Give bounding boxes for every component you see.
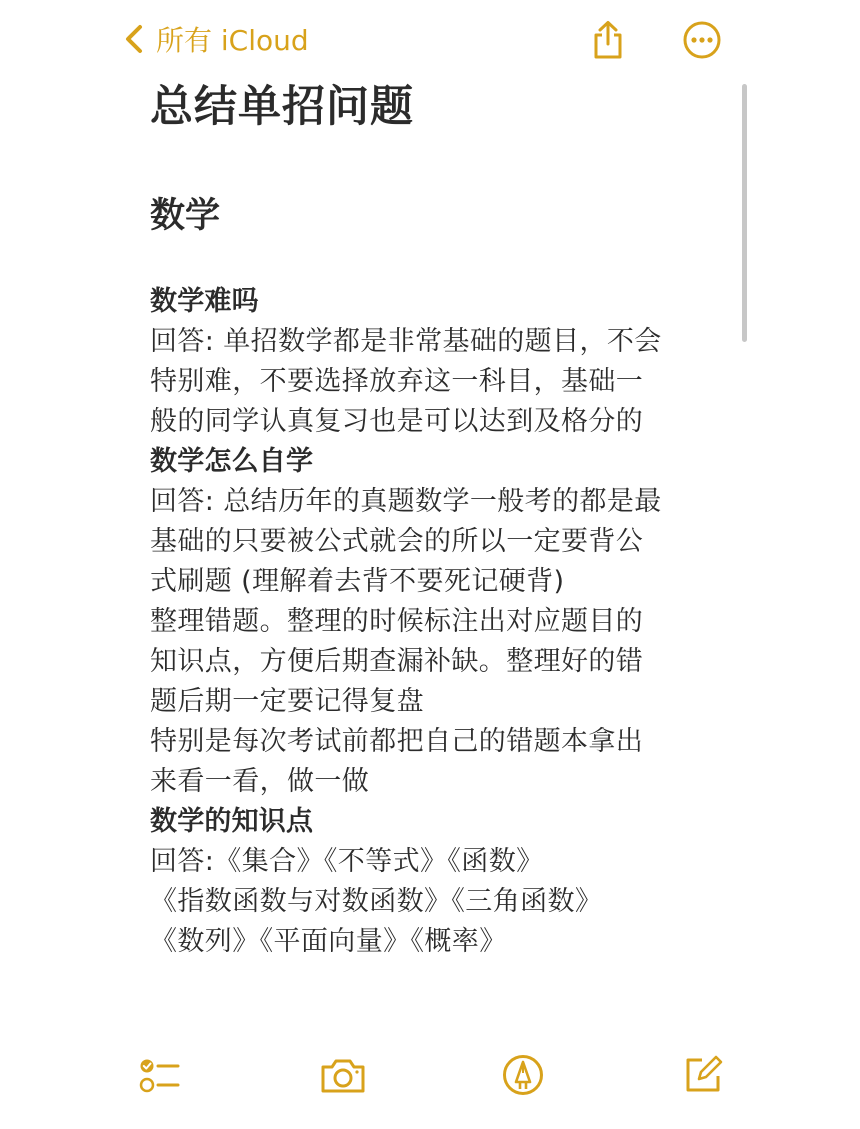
body-line: 题后期一定要记得复盘	[150, 686, 424, 717]
body-line: 回答:《集合》《不等式》《函数》	[150, 846, 544, 877]
more-icon[interactable]	[680, 18, 724, 62]
body-line: 整理错题。整理的时候标注出对应题目的	[150, 606, 644, 637]
camera-icon[interactable]	[318, 1050, 368, 1100]
body-line: 知识点，方便后期查漏补缺。整理好的错	[150, 646, 644, 677]
bottom-toolbar	[0, 1040, 860, 1110]
markup-pen-icon[interactable]	[498, 1050, 548, 1100]
scrollbar[interactable]	[742, 84, 747, 342]
note-content[interactable]	[150, 74, 740, 962]
block-heading: 数学的知识点	[150, 806, 314, 837]
body-line: 特别是每次考试前都把自己的错题本拿出	[150, 726, 644, 757]
body-line: 《指数函数与对数函数》《三角函数》	[150, 886, 603, 917]
compose-icon[interactable]	[678, 1050, 728, 1100]
block-heading: 数学难吗	[150, 286, 259, 317]
checklist-icon[interactable]	[135, 1050, 185, 1100]
section-heading: 数学	[150, 196, 221, 236]
note-block	[150, 282, 740, 962]
body-line: 般的同学认真复习也是可以达到及格分的	[150, 406, 644, 437]
body-line: 来看一看，做一做	[150, 766, 370, 797]
block-heading: 数学怎么自学	[150, 446, 314, 477]
body-line: 回答: 单招数学都是非常基础的题目，不会	[150, 326, 662, 357]
body-line: 回答: 总结历年的真题数学一般考的都是最	[150, 486, 662, 517]
note-title: 总结单招问题	[150, 82, 414, 132]
body-line: 式刷题 (理解着去背不要死记硬背)	[150, 566, 565, 597]
back-button-label: 所有 iCloud	[156, 24, 309, 57]
share-icon[interactable]	[586, 18, 630, 62]
chevron-left-icon	[120, 25, 148, 53]
body-line: 特别难，不要选择放弃这一科目，基础一	[150, 366, 644, 397]
back-button[interactable]	[120, 18, 309, 60]
body-line: 《数列》《平面向量》《概率》	[150, 926, 507, 957]
navigation-bar	[0, 0, 860, 80]
body-line: 基础的只要被公式就会的所以一定要背公	[150, 526, 644, 557]
